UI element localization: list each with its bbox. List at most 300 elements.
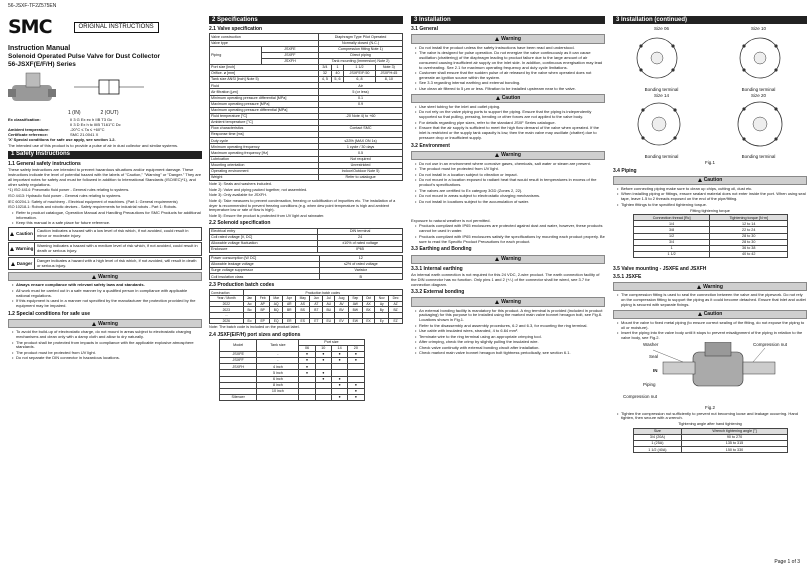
spec-value: 3/4 <box>319 64 332 70</box>
spec-value: JSXFE/F:50 <box>344 71 375 77</box>
batch-month: Dec <box>389 296 403 302</box>
batch-cell: AW <box>348 301 362 307</box>
solenoid-spec-table <box>209 228 403 253</box>
caution-desc: Caution indicates a hazard with a low level of risk which, if not avoided, could result in minor or moderate injury. <box>37 228 189 238</box>
opt-availability: ● <box>315 358 331 364</box>
section-3-5-1-title: 3.5.1 JSXFE <box>613 274 642 281</box>
product-figure <box>8 71 202 107</box>
list-item: • For details regarding pipe sizes, refer to the standard JSXF Series catalogue. <box>415 121 605 126</box>
batch-cell: 2026 <box>210 318 244 324</box>
list-item: • Use cable with insulated wires, stranded, 4 to 6.64 mm². <box>415 329 605 334</box>
fig2-caption: Fig.2 <box>704 405 715 411</box>
batch-cell: Eo <box>243 318 256 324</box>
spec-value: -20 Note 4) to +60 <box>319 113 403 119</box>
port-options-table <box>219 339 365 401</box>
batch-row <box>210 318 403 324</box>
batch-month: Nov <box>375 296 389 302</box>
ref-item: • Keep this manual in a safe place for future reference. <box>12 221 202 226</box>
list-item: • Before connecting piping make sure to clean up chips, cutting oil, dust etc. <box>617 187 807 192</box>
batch-cell: EU <box>323 318 335 324</box>
torque-thread: 1 1/2 <box>634 251 710 257</box>
spec-key: JSXFF <box>261 52 318 58</box>
section-2-2-title: 2.2 Solenoid specification <box>209 220 271 227</box>
fig-size-label: Size 20 <box>750 92 766 98</box>
opt-availability: ● <box>348 382 364 388</box>
tang-value: 150 to 330 <box>681 447 787 453</box>
torque-value: 28 to 30 <box>710 239 788 245</box>
ex-class-value: II 3 G Ex ec h IIB T3 Gc II 3 D Ex h tc IIIB T161°C Dc <box>70 117 121 128</box>
list-item: • Do not install in locations subject to the accumulation of water. <box>415 200 605 205</box>
spec-key: Fluid <box>210 83 319 89</box>
batch-cell: AZ <box>389 301 403 307</box>
spec-value: Diaphragm Type Pilot Operated <box>319 34 403 40</box>
warning-icon <box>697 285 701 289</box>
opt-tank: 5 inch <box>257 370 299 376</box>
batch-cell: BR <box>283 307 296 313</box>
section-2-title: 2 Specifications <box>209 16 403 24</box>
list-item: • Tighten fittings to the specified tightening torque. <box>617 203 807 208</box>
tightening-table-title: Tightening angle after hand tightening <box>678 422 742 427</box>
spec-notes <box>209 182 403 218</box>
batch-cell: AS <box>296 301 310 307</box>
title-line-1: Instruction Manual <box>8 45 71 53</box>
section-1-1-text: These safety instructions are intended to prevent hazardous situations and/or equipment damage. These instructions indicate the level of potential hazard with the labels of "Caution," "Warning" or "Danger." They are all important notes for safety and must be followed in addition to International Standards (ISO/IEC)*1), and other safety regulations. <box>8 166 202 187</box>
torque-thread: 1 <box>634 245 710 251</box>
batch-cell: ... <box>210 312 244 318</box>
batch-month: Sep <box>348 296 362 302</box>
torque-value: 12 to 14 <box>710 221 788 227</box>
batch-cell: AX <box>362 301 375 307</box>
spec-key: Minimum operating pressure differential [MPa] <box>210 95 319 101</box>
note: Note 2): Valve and piping packed together, not assembled. <box>209 187 308 192</box>
section-3-title: 3 Installation <box>411 16 605 24</box>
tang-size: 1 (25A) <box>634 441 682 447</box>
batch-cell: EX <box>362 318 375 324</box>
batch-header: Construction <box>210 290 244 296</box>
torque-table-title: Fitting tightening torque <box>690 208 730 213</box>
ambient-temp-value: -20°C ≤ Ta ≤ +60°C <box>70 127 105 132</box>
spec-value: Normally closed (N.C.) <box>319 40 403 46</box>
batch-cell: By <box>375 307 389 313</box>
spec-key: Valve type <box>210 40 319 46</box>
header <box>8 16 202 39</box>
spec-value: 1 1/2 <box>344 64 375 70</box>
list-item: • The product must be protected from UV light. <box>12 351 202 356</box>
list-item: • Check valve continuity with external bonding circuit after installation. <box>415 346 605 351</box>
spec-key: Fluid temperature [°C] <box>210 113 319 119</box>
ex-classification <box>8 118 202 142</box>
symbol-out-label: 2 (OUT) <box>100 110 119 117</box>
spec-key: Allowable voltage fluctuation <box>210 240 318 246</box>
ex-special-note: 'X' Special conditions for safe use apply, see section 1.2. <box>8 136 116 142</box>
document-id: 56-JSXF-TF2Z575EN <box>8 3 57 9</box>
valve-symbol-icon <box>74 74 144 104</box>
warning-bar-label: Warning <box>703 283 723 290</box>
list-item: • The valves are certified to Ex category 3GD (Zones 2, 22). <box>415 189 605 194</box>
weather-note: Exposure to natural weather is not permitted. <box>411 217 491 223</box>
original-instructions-label: ORIGINAL INSTRUCTIONS <box>74 22 159 33</box>
warning-bar <box>411 297 605 306</box>
list-item: • Mount the valve to fixed metal piping (to ensure correct sealing of the fitting, do not expose the piping to oil or moisture). <box>617 321 807 331</box>
ref-item: • Refer to product catalogue, Operation Manual and Handling Precautions for SMC Products for additional information. <box>12 211 202 221</box>
spec-value: ≤33% (MAX ON 1s) <box>319 138 403 144</box>
batch-cell: AR <box>283 301 296 307</box>
caution-bar-label: Caution <box>703 311 723 318</box>
list-item: • Use clean air filtered to 5 μm or less. Filtration to be installed upstream near to the valve. <box>415 87 605 92</box>
section-2-4-title: 2.4 JSXF(E/F/H) port sizes and options <box>209 331 301 338</box>
opt-model: JSXFF <box>220 358 257 364</box>
caution-icon <box>698 178 702 182</box>
warning-bar-label: Warning <box>501 35 521 42</box>
caution-bar <box>613 310 807 319</box>
list-item: • Do not separate the DIN connector in hazardous locations. <box>12 356 202 361</box>
spec-key: Surge voltage suppressor <box>210 268 320 274</box>
batch-cell: BT <box>310 307 323 313</box>
spec-value: 5, 6 <box>331 77 344 83</box>
column-1 <box>8 14 202 559</box>
opt-availability: ● <box>348 358 364 364</box>
standards-refs <box>8 188 202 226</box>
list-item: • See 3.3 regarding internal earthing and external bonding. <box>415 81 605 86</box>
in-label: IN <box>653 368 658 374</box>
seal-label: Seal <box>649 354 659 360</box>
section-3-2-title: 3.2 Environment <box>411 142 450 149</box>
list-item: • The compression fitting is used to seal the connection between the valve and the pipework. Do not rely on the compression fitting to support the piping as it could become detached. Ensure that inlet and outlet piping is secured with separate fixings. <box>617 293 807 308</box>
opt-port: 10 <box>315 345 331 351</box>
valve-top-view-icon <box>724 98 794 152</box>
section-3-3-title: 3.3 Earthing and Bonding <box>411 246 472 253</box>
list-item: • Do not install the product unless the safety instructions have been read and understood. <box>415 46 605 51</box>
tang-header: Size <box>634 428 682 434</box>
opt-availability: ● <box>331 352 347 358</box>
fig-size-14 <box>627 93 697 159</box>
opt-availability: ● <box>331 358 347 364</box>
batch-cell: 2023 <box>210 307 244 313</box>
spec-value: JSXFH:45 <box>375 71 402 77</box>
spec-value: Direct piping <box>319 52 403 58</box>
caution-bar-label: Caution <box>501 95 521 102</box>
batch-cell: BU <box>323 307 335 313</box>
note: Note 3): Only available for JSXFH. <box>209 193 268 198</box>
column-3 <box>411 14 605 559</box>
opt-availability: ● <box>331 394 347 400</box>
tang-header: Wrench tightening angle [°] <box>681 428 787 434</box>
tang-value: 90 to 270 <box>681 435 787 441</box>
spec-value: B <box>319 274 402 280</box>
spec-value: Indoor/Outdoor Note 5) <box>319 168 403 174</box>
spec-value: Contact SMC <box>319 126 403 132</box>
batch-cell: Ey <box>375 318 389 324</box>
note: Note 4): Take measures to prevent condensation, freezing or solidification of impurities etc. The installation of a dryer is recommended to prevent freezing conditions (e.g. when dew point temperature is high and ambient temperature low or rate of flow is high). <box>209 198 396 213</box>
section-1-2-title: 1.2 Special conditions for safe use <box>8 311 90 318</box>
spec-value: IP65 <box>318 246 403 252</box>
section-3-1-title: 3.1 General <box>411 26 438 33</box>
warning-bar <box>411 151 605 160</box>
opt-availability: ● <box>331 376 347 382</box>
opt-model: Silencer <box>220 394 257 400</box>
certificate-key: Certificate reference: <box>8 131 49 137</box>
list-item: • Use steel tubing for the inlet and outlet piping. <box>415 105 605 110</box>
fig1-caption: Fig.1 <box>704 160 715 166</box>
warning-bar-label: Warning <box>501 256 521 263</box>
section-1-title: 1 Safety Instructions <box>8 151 202 159</box>
note: Note 1): Seals and washers included. <box>209 182 272 187</box>
torque-value: 28 to 30 <box>710 233 788 239</box>
opt-header: Model <box>220 339 257 351</box>
batch-cell: BX <box>362 307 375 313</box>
ref-item: *1) ISO 4414: Pneumatic fluid power - General rules relating to systems. <box>8 188 130 193</box>
torque-header: Connection thread [Rc] <box>634 215 710 221</box>
list-item: • Do not mount in a location exposed to radiant heat that would result in temperatures in excess of the product's specifications. <box>415 178 605 188</box>
washer-label: Washer <box>643 342 659 348</box>
spec-value: 32 <box>319 71 332 77</box>
mounting-warning-list <box>613 293 807 308</box>
fig2-diagram <box>613 342 807 404</box>
batch-code-table <box>209 289 403 324</box>
fig-size-label: Size 14 <box>653 92 669 98</box>
list-item: • Do not install in a location subject to vibration or impact. <box>415 173 605 178</box>
warning-icon <box>10 247 14 251</box>
warning-icon <box>495 37 499 41</box>
smc-logo: SMC <box>8 16 52 38</box>
spec-value: 4, 5 <box>319 77 332 83</box>
section-3-cont-title: 3 Installation (continued) <box>613 16 807 24</box>
spec-key: Mounting orientation <box>210 162 319 168</box>
spec-value: Compression fitting Note 1) <box>319 46 403 52</box>
spec-key: Duty cycle <box>210 138 319 144</box>
spec-key: Electrical entry <box>210 228 318 234</box>
fig1-row-1 <box>613 26 807 92</box>
spec-value: Note 3) <box>375 64 402 70</box>
batch-cell: Ay <box>375 301 389 307</box>
list-item: • Do not rely on the valve piping ports to support the piping. Ensure that the piping is independently supported so that pulling, pressing, bending or other forces are not applied to the valve body. <box>415 110 605 120</box>
tightening-list <box>613 412 807 422</box>
opt-availability: ● <box>315 376 331 382</box>
batch-month: Jan <box>243 296 256 302</box>
batch-header: Production batch codes <box>243 290 402 296</box>
batch-month: Jul <box>323 296 335 302</box>
opt-tank: - <box>257 358 299 364</box>
danger-word: Danger <box>16 260 33 266</box>
warning-icon <box>495 300 499 304</box>
batch-cell: ER <box>283 318 296 324</box>
torque-table <box>633 214 788 258</box>
batch-month: Mar <box>269 296 282 302</box>
section-3-4-title: 3.4 Piping <box>613 167 637 174</box>
spec-value: Varistor <box>319 268 402 274</box>
tang-value: 135 to 315 <box>681 441 787 447</box>
warning-icon <box>495 257 499 261</box>
general-warning-list <box>411 46 605 92</box>
spec-value: ≤2% of rated voltage <box>319 262 402 268</box>
opt-port: 06 <box>299 345 315 351</box>
spec-value: DIN terminal <box>318 228 403 234</box>
batch-month: Aug <box>335 296 349 302</box>
torque-header: Tightening torque [N·m] <box>710 215 788 221</box>
warning-icon <box>92 275 96 279</box>
spec-key: JSXFE <box>261 46 318 52</box>
opt-availability: ● <box>299 364 315 370</box>
warning-list <box>8 283 202 309</box>
ref-item: ISO 4413: Hydraulic fluid power - General rules relating to systems. <box>8 194 122 199</box>
torque-value: 22 to 24 <box>710 227 788 233</box>
valve-image <box>8 71 68 107</box>
list-item: • Products compliant with IP65 enclosures satisfy the specifications by mounting each product properly. Be sure to read the Specific Product Precautions for each product. <box>415 235 605 245</box>
valve-top-view-icon <box>724 32 794 86</box>
spec-key: Coil insulation class <box>210 274 320 280</box>
warning-bar <box>613 282 807 291</box>
batch-cell: BP <box>256 307 269 313</box>
spec-value: 6, 8 <box>344 77 375 83</box>
spec-value: Not required <box>319 156 403 162</box>
batch-month: Oct <box>362 296 375 302</box>
mounting-caution-list <box>613 321 807 341</box>
spec-key: Ambient temperature [°C] <box>210 119 319 125</box>
warning-bar-label: Warning <box>98 273 118 280</box>
intro-text: The intended use of this product is to provide a pulse of air in dust collector and similar systems. <box>8 142 179 148</box>
opt-header: Port size <box>299 339 364 345</box>
torque-value: 40 to 42 <box>710 251 788 257</box>
batch-month: Year / Month <box>210 296 244 302</box>
batch-cell: Bo <box>243 307 256 313</box>
batch-cell: 2022 <box>210 301 244 307</box>
caution-icon <box>10 232 14 236</box>
opt-header: Tank size <box>257 339 299 351</box>
general-caution-list <box>411 105 605 141</box>
list-item: • Products compliant with IP65 enclosures are protected against dust and water, however, these products cannot be used in water. <box>415 224 605 234</box>
piping-label: Piping <box>643 382 656 388</box>
spec-row <box>210 174 403 180</box>
opt-availability <box>299 394 315 400</box>
spec-key: Enclosure <box>210 246 318 252</box>
opt-model: JSXFH <box>220 364 257 370</box>
opt-tank: 10 inch <box>257 388 299 394</box>
batch-cell: BW <box>348 307 362 313</box>
note: Note 5): Ensure the product is protected from UV light and rainwater. <box>209 213 325 218</box>
spec-key: Orifice. ø [mm] <box>210 71 319 77</box>
doc-series: 56-JSXF(E/F/H) Series <box>8 60 76 68</box>
fig-size-06 <box>627 26 697 92</box>
batch-month: Feb <box>256 296 269 302</box>
special-conditions-list <box>8 330 202 361</box>
list-item: • Ensure that the air supply is sufficient to meet the high flow demand of the valve when operated. If the inlet is restricted or the supply tank capacity is low, then the main valve may oscillate (chatter) due to pressure drop or insufficient supply. <box>415 126 605 141</box>
tang-size: 3/4 (20A) <box>634 435 682 441</box>
section-3-3-2-title: 3.3.2 External bonding <box>411 289 465 296</box>
warning-bar-label: Warning <box>98 320 118 327</box>
fig1-row-2 <box>613 93 807 159</box>
opt-availability: ● <box>315 352 331 358</box>
batch-cell: EQ <box>269 318 282 324</box>
spec-key: Power consumption [W DC] <box>210 255 320 261</box>
spec-value: Air <box>319 83 403 89</box>
spec-key: Air filtration [μm] <box>210 89 319 95</box>
spec-value: 8, 10 <box>375 77 402 83</box>
warning-bar <box>8 272 202 281</box>
batch-cell: ET <box>310 318 323 324</box>
list-item: • An external bonding facility is mandatory for this product. A ring terminal is provided (included in product packaging) for this purpose to be installed using the marked main valve bonnet hexagon bolt, see Fig.6. Locations shown in Fig.1. <box>415 309 605 324</box>
warning-word: Warning <box>15 246 34 251</box>
spec-value: 0.9 <box>319 101 403 107</box>
spec-key: Maximum operating pressure [MPa] <box>210 101 319 107</box>
spec-value: 40 <box>331 71 344 77</box>
tang-row <box>634 447 788 453</box>
spec-value: 1 <box>331 64 344 70</box>
section-2-1-title: 2.1 Valve specification <box>209 26 263 33</box>
warning-bar-label: Warning <box>501 298 521 305</box>
torque-value: 36 to 38 <box>710 245 788 251</box>
opt-availability: ● <box>348 352 364 358</box>
list-item: • Do not use in an environment where corrosive gases, chemicals, salt water or steam are present. <box>415 162 605 167</box>
environment-warning-list <box>411 162 605 205</box>
spec-value: 0.5 <box>319 150 403 156</box>
compression-nut-label: Compression nut <box>753 342 788 348</box>
torque-thread: 1/2 <box>634 233 710 239</box>
spec-key: Operating environment <box>210 168 319 174</box>
spec-value: 12 <box>319 255 402 261</box>
fig-size-label: Size 06 <box>653 26 669 32</box>
torque-row <box>634 251 788 257</box>
bonding-terminal-label: Bonding terminal <box>741 153 776 159</box>
list-item: • Check marked main valve bonnet hexagon bolt tightness periodically, see section 6.1. <box>415 351 605 356</box>
opt-availability: ● <box>299 352 315 358</box>
piping-caution-list <box>613 187 807 208</box>
ex-class-key: Ex classification: <box>8 117 41 123</box>
ref-item: ISO 10218-1: Robots and robotic devices - Safety requirements for industrial robots - Part 1: Robots. <box>8 205 177 210</box>
opt-tank: - <box>257 352 299 358</box>
spec-key: Port size [inch] <box>210 64 319 70</box>
opt-availability <box>315 394 331 400</box>
bonding-terminal-label: Bonding terminal <box>644 87 679 93</box>
batch-cell: AU <box>323 301 335 307</box>
warning-bar <box>411 34 605 43</box>
list-item: • Tighten the compression nut sufficiently to prevent nut becoming loose and leakage occurring. Hand tighten, then secure with a wrench. <box>617 412 807 422</box>
spec-value: 24 <box>318 234 403 240</box>
ambient-temp-key: Ambient temperature: <box>8 127 50 132</box>
opt-tank <box>257 394 299 400</box>
fig-size-20 <box>724 93 794 159</box>
valve-spec-table <box>209 33 403 181</box>
doc-subtitle: Solenoid Operated Pulse Valve for Dust Collector <box>8 53 161 61</box>
spec-key: Flow characteristics <box>210 126 319 132</box>
caution-icon <box>698 312 702 316</box>
batch-cell: AV <box>335 301 349 307</box>
opt-model: JSXFE <box>220 352 257 358</box>
ip65-list <box>411 224 605 244</box>
spec-key: Weight <box>210 174 319 180</box>
list-item: • The product must be protected from UV light. <box>415 167 605 172</box>
spec-key: Valve construction <box>210 34 319 40</box>
fig-size-label: Size 10 <box>750 26 766 32</box>
spec-value: Unrestricted <box>319 162 403 168</box>
warning-bar <box>8 319 202 328</box>
warning-icon <box>92 322 96 326</box>
caution-bar <box>411 94 605 103</box>
batch-cell: BZ <box>389 307 403 313</box>
list-item: • After crimping, check the crimp by slightly pulling the insulated wire. <box>415 340 605 345</box>
section-2-3-title: 2.3 Production batch codes <box>209 282 275 289</box>
warning-icon <box>495 153 499 157</box>
list-item: • If this equipment is used in a manner not specified by the manufacturer the protection provided by the equipment may be impaired. <box>12 299 202 309</box>
tightening-angle-table <box>633 428 788 453</box>
bonding-list <box>411 309 605 356</box>
batch-cell: BS <box>296 307 310 313</box>
list-item: • Do not mount in areas subject to electrostatic charging mechanisms. <box>415 194 605 199</box>
torque-thread: 1/4 <box>634 221 710 227</box>
list-item: • All work must be carried out in a safe manner by a qualified person in compliance with applicable national regulations. <box>12 289 202 299</box>
batch-cell: BV <box>335 307 349 313</box>
spec-key: Maximum operating pressure differential [MPa] <box>210 107 319 113</box>
list-item: • Terminate wire to the ring terminal using an appropriate crimping tool. <box>415 335 605 340</box>
